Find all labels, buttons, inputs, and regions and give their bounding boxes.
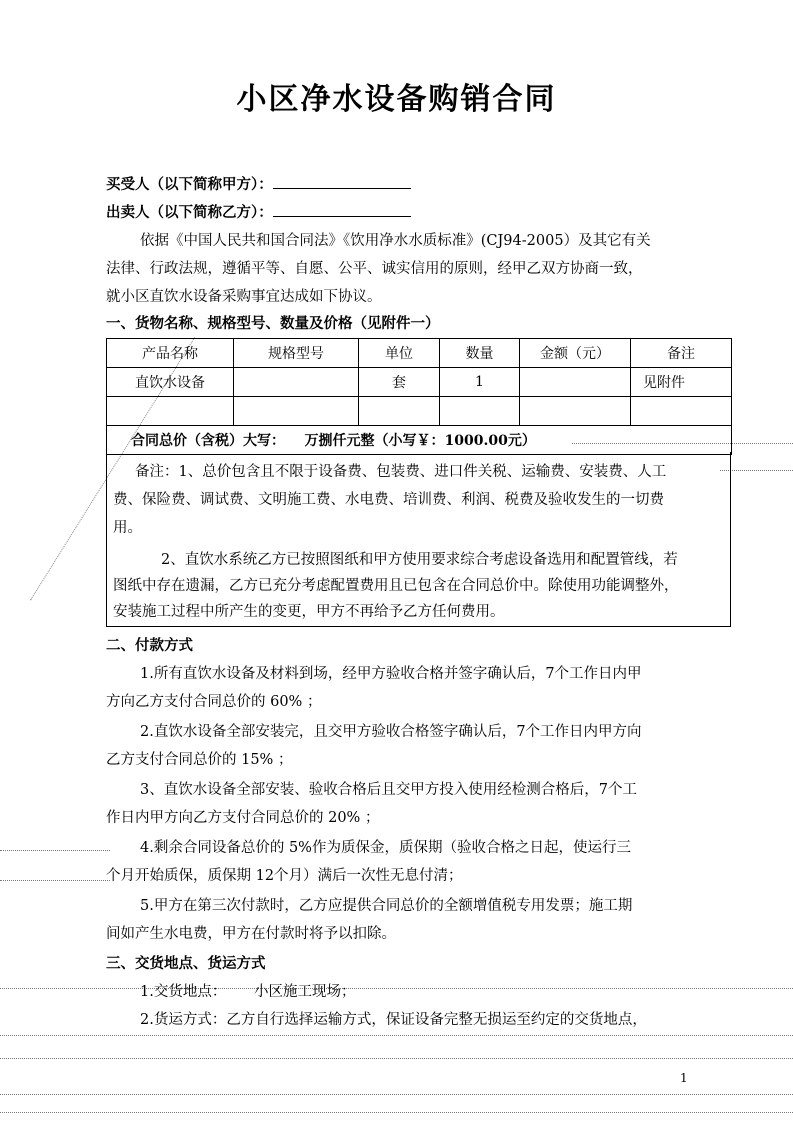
payment-line: 3、直饮水设备全部安装、验收合格后且交甲方投入使用经检测合格后，7个工 [140,782,637,798]
intro-line: 就小区直饮水设备采购事宜达成如下协议。 [106,289,382,305]
note-line: 2、直饮水系统乙方已按照图纸和甲方使用要求综合考虑设备选用和配置管线，若 [161,552,678,568]
intro-line: 依据《中国人民共和国合同法》《饮用净水水质标准》(CJ94-2005）及其它有关 [140,233,651,249]
contract-total: 合同总价（含税）大写： 万捌仟元整（小写￥：1000.00元） [107,426,732,455]
delivery-line: 2.货运方式：乙方自行选择运输方式，保证设备完整无损运至约定的交货地点， [140,1012,647,1028]
table-cell: 见附件 [631,368,732,397]
table-cell [107,397,234,426]
table-row [107,397,732,426]
table-header-cell: 规格型号 [234,339,359,368]
payment-line: 乙方支付合同总价的 15% ； [106,752,293,768]
payment-line: 方向乙方支付合同总价的 60% ； [106,694,322,710]
delivery-line: 1.交货地点： 小区施工现场； [140,984,356,1000]
note-line: 费、保险费、调试费、文明施工费、水电费、培训费、利润、税费及验收发生的一切费 [113,492,664,508]
table-total-row [107,426,732,455]
dotted-guide-line [0,1112,793,1113]
dotted-guide-line [0,988,793,989]
dotted-guide-line [0,880,110,881]
note-line: 备注：1、总价包含且不限于设备费、包装费、进口件关税、运输费、安装费、人工 [135,464,667,480]
buyer-label: 买受人（以下简称甲方）： [106,176,273,193]
dotted-guide-line [0,850,110,851]
payment-line: 间如产生水电费，甲方在付款时将予以扣除。 [106,926,396,942]
section-heading-delivery: 三、交货地点、货运方式 [106,955,266,972]
dotted-guide-line [0,1035,793,1036]
payment-line: 4.剩余合同设备总价的 5%作为质保金，质保期（验收合格之日起，使运行三 [140,840,631,856]
table-cell [440,397,520,426]
payment-line: 作日内甲方向乙方支付合同总价的 20% ； [106,810,380,826]
table-header-cell: 产品名称 [107,339,234,368]
payment-line: 1.所有直饮水设备及材料到场，经甲方验收合格并签字确认后，7个工作日内甲 [140,666,642,682]
table-header-cell: 备注 [631,339,732,368]
buyer-blank[interactable] [273,174,411,189]
table-cell [234,368,359,397]
table-cell [631,397,732,426]
table-cell [234,397,359,426]
table-cell: 直饮水设备 [107,368,234,397]
payment-line: 2.直饮水设备全部安装完，且交甲方验收合格签字确认后，7个工作日内甲方向 [140,724,642,740]
intro-line: 法律、行政法规，遵循平等、自愿、公平、诚实信用的原则，经甲乙双方协商一致， [106,261,643,277]
payment-line: 个月开始质保，质保期 12个月）满后一次性无息付清； [106,868,463,884]
table-header-cell: 单位 [359,339,440,368]
note-line: 用。 [113,520,142,536]
table-cell [359,397,440,426]
seller-blank[interactable] [273,202,411,217]
dotted-guide-line [0,1094,793,1095]
table-header-cell: 金额（元） [520,339,631,368]
page-number: 1 [680,1071,688,1085]
payment-line: 5.甲方在第三次付款时，乙方应提供合同总价的全额增值税专用发票；施工期 [140,898,633,914]
table-cell: 套 [359,368,440,397]
table-cell [520,397,631,426]
goods-table [106,338,732,455]
notes-box [106,452,731,627]
buyer-line [106,174,411,195]
seller-line [106,202,411,223]
note-line: 安装施工过程中所产生的变更，甲方不再给予乙方任何费用。 [113,604,505,620]
section-heading-goods: 一、货物名称、规格型号、数量及价格（见附件一） [106,315,440,332]
table-header-row [107,339,732,368]
dotted-guide-line [0,1058,793,1059]
table-cell: 1 [440,368,520,397]
note-line: 图纸中存在遗漏，乙方已充分考虑配置费用且已包含在合同总价中。除使用功能调整外， [113,578,679,594]
section-heading-payment: 二、付款方式 [106,637,193,654]
contract-title: 小区净水设备购销合同 [236,82,557,117]
table-header-cell: 数量 [440,339,520,368]
table-row [107,368,732,397]
seller-label: 出卖人（以下简称乙方）： [106,204,273,221]
table-cell [520,368,631,397]
